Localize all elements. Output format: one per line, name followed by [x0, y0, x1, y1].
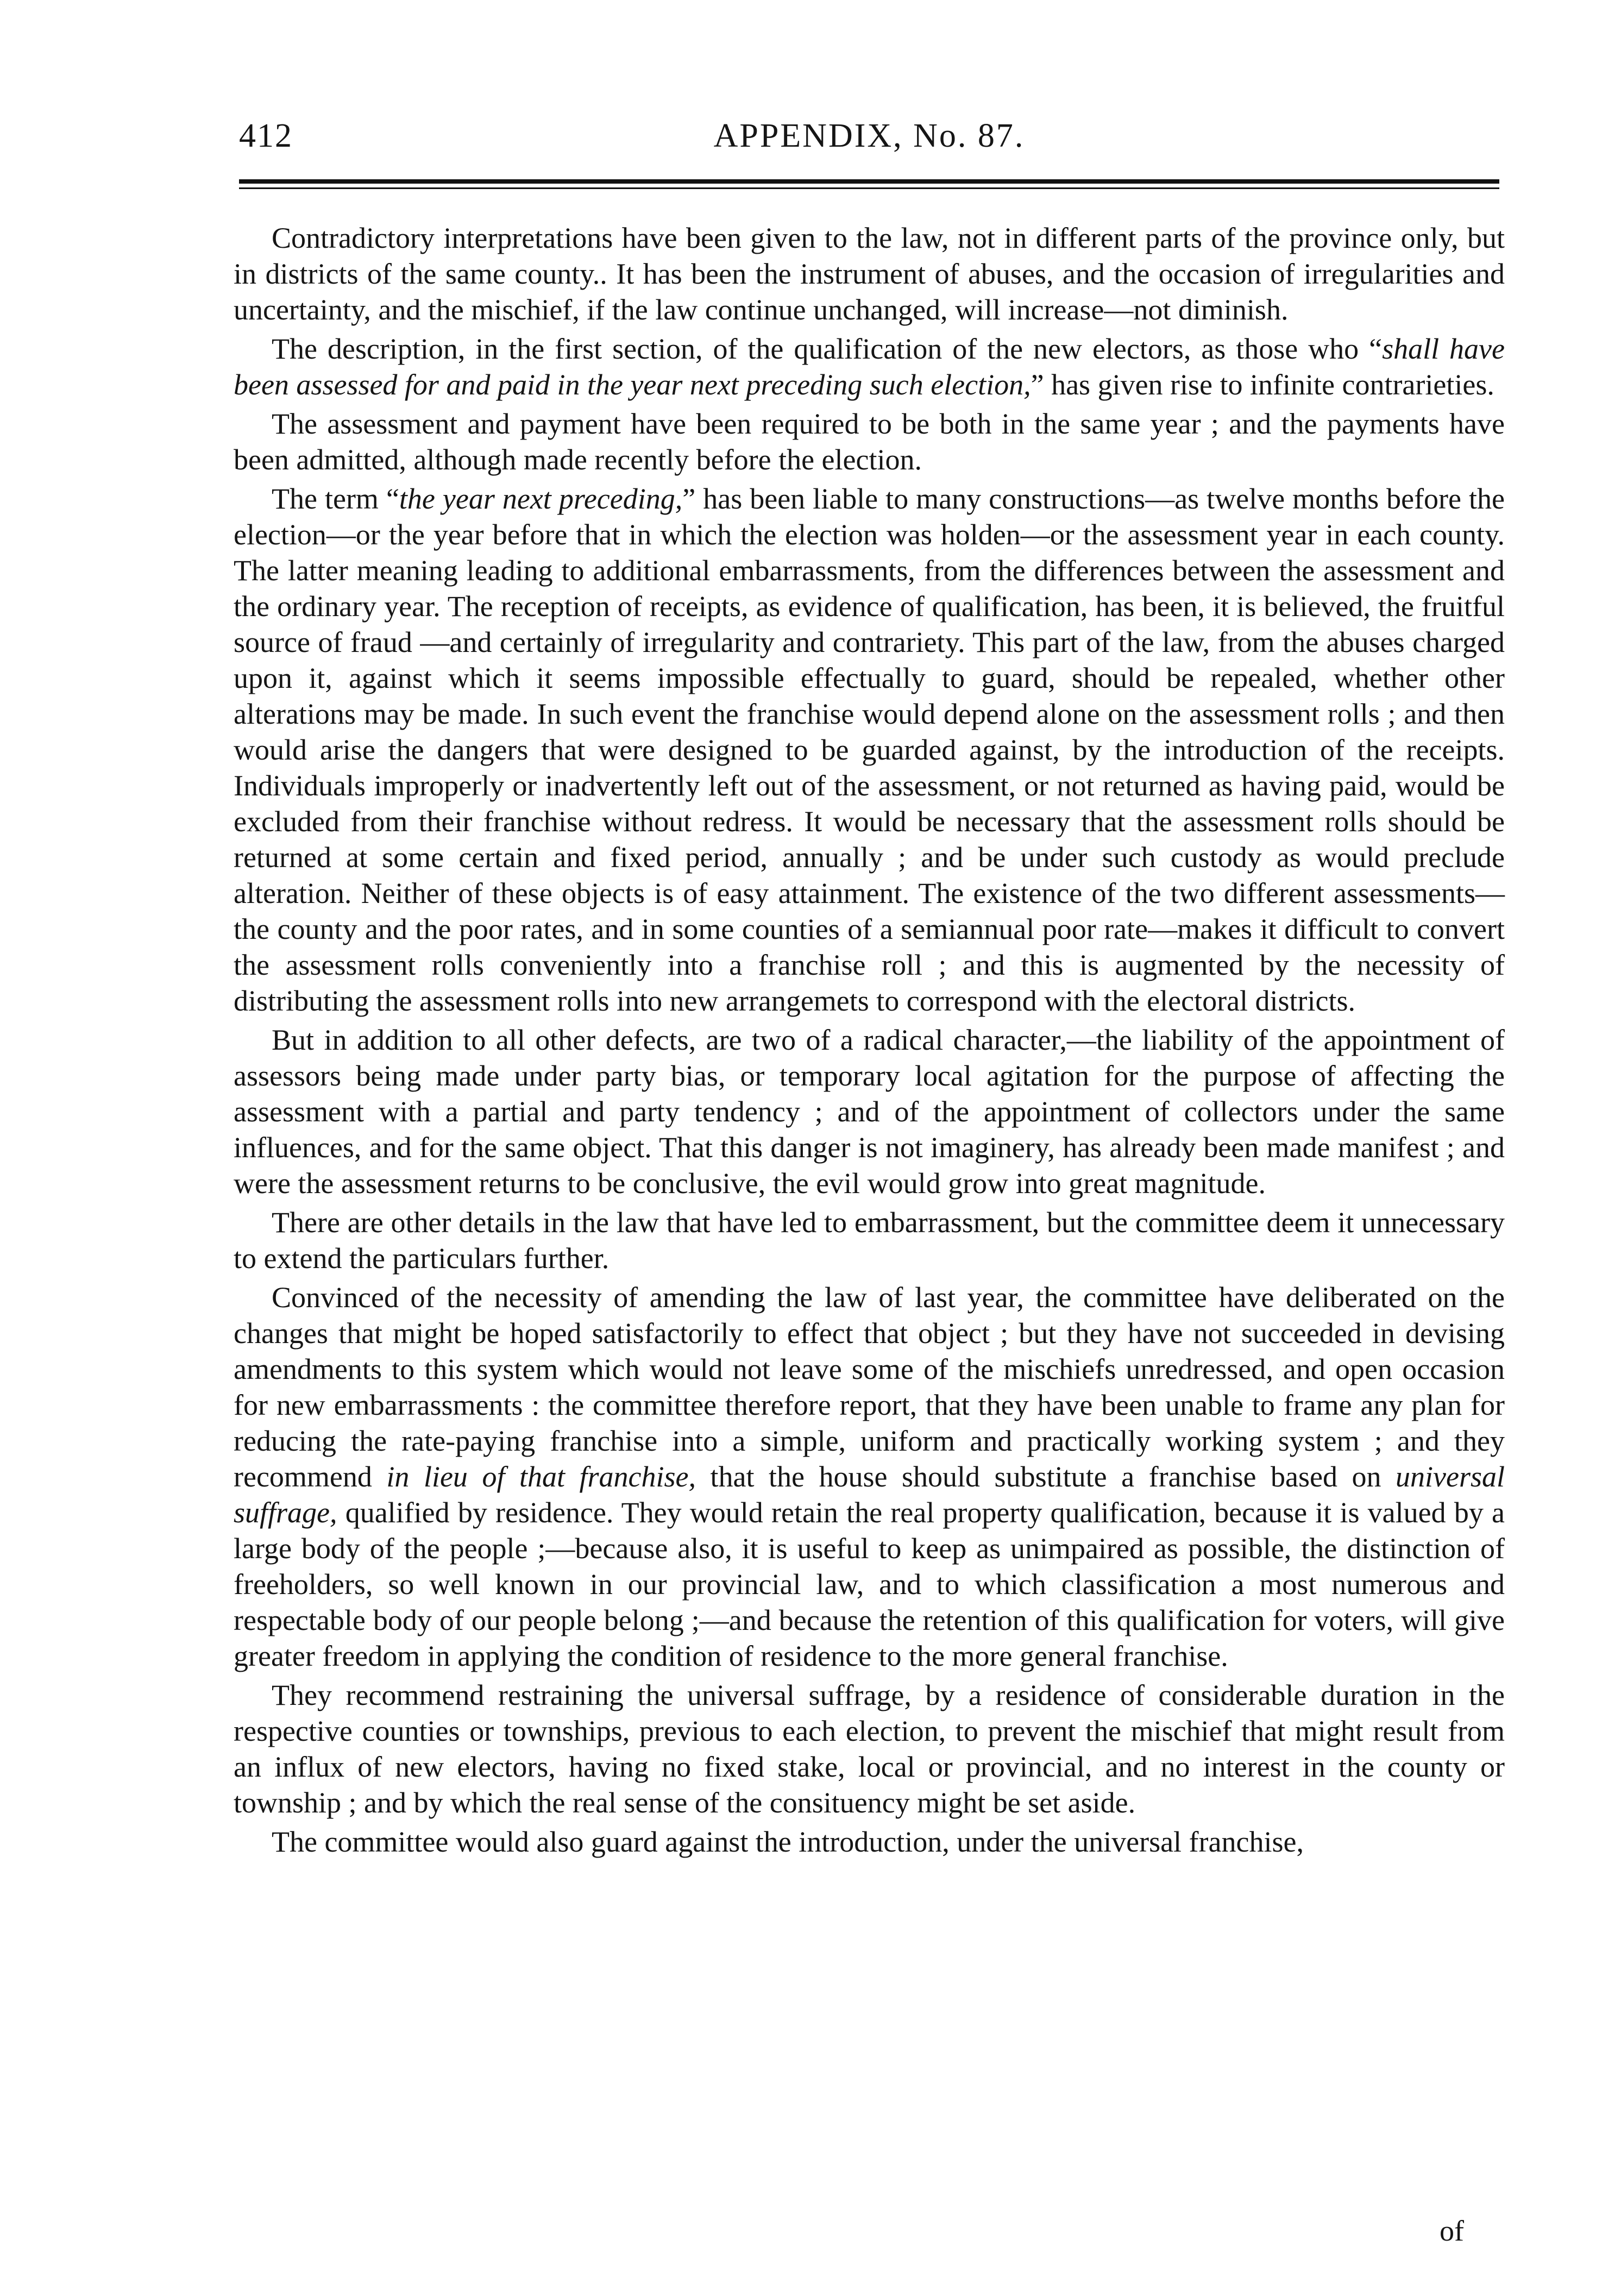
body-text [234, 220, 1505, 1863]
text-run: They recommend restraining the universal suffrage, by a residence of considerable duration in the respective counties or townships, previous to each election, to prevent the mischief that might result from an influx of new electors, having no fixed stake, local or provincial, and no interest in the county or township ; and by which the real sense of the consituency might be set aside. [234, 1679, 1505, 1819]
text-run: The description, in the first section, of the qualification of the new electors, as those who “ [272, 333, 1383, 365]
catchword: of [1440, 2215, 1464, 2247]
paragraph [234, 1022, 1505, 1201]
text-run: Convinced of the necessity of amending the law of last year, the committee have deliberated on the changes that might be hoped satisfactorily to effect that object ; but they have not succeeded in devising amendments to this system which would not leave some of the mischiefs unredressed, and open occasion for new embarrassments : the committee therefore report, that they have been unable to frame any plan for reducing the rate-paying franchise into a simple, uniform and practically working system ; and they recommend [234, 1281, 1505, 1493]
text-run: The term “ [272, 482, 399, 515]
text-run: The assessment and payment have been required to be both in the same year ; and the payments have been admitted, although made recently before the election. [234, 407, 1505, 476]
header-rule-thin [239, 187, 1499, 189]
header-rule [239, 179, 1499, 184]
page-header [239, 117, 1499, 166]
text-run: that the house should substitute a franchise based on [695, 1460, 1396, 1493]
text-run: The committee would also guard against the introduction, under the universal franchise, [272, 1825, 1304, 1858]
paragraph [234, 1279, 1505, 1674]
italic-phrase: shall have been assessed for and paid in the year next preceding such election, [234, 333, 1505, 401]
paragraph [234, 1205, 1505, 1276]
text-run: ” has been liable to many constructions—as twelve months before the election—or the year before that in which the election was holden—or the assessment year in each county. The latter meaning leading to additional embarrassments, from the differences between the assessment and the ordinary year. The reception of receipts, as evidence of qualification, has been, it is believed, the fruitful source of fraud —and certainly of irregularity and contrariety. This part of the law, from the abuses charged upon it, against which it seems impossible effectually to guard, should be repealed, whether other alterations may be made. In such event the franchise would depend alone on the assessment rolls ; and then would arise the dangers that were designed to be guarded against, by the introduction of the receipts. Individuals improperly or inadvertently left out of the assessment, or not returned as having paid, would be excluded from their franchise without redress. It would be necessary that the assessment rolls should be returned at some certain and fixed period, annually ; and be under such custody as would preclude alteration. Neither of these objects is of easy attainment. The existence of the two different assessments—the county and the poor rates, and in some counties of a semiannual poor rate—makes it difficult to convert the assessment rolls conveniently into a franchise roll ; and this is augmented by the necessity of distributing the assessment rolls into new arrangemets to correspond with the electoral districts. [234, 482, 1505, 1017]
running-head: APPENDIX, No. 87. [713, 117, 1025, 154]
paragraph [234, 331, 1505, 403]
paragraph [234, 406, 1505, 478]
paragraph [234, 1824, 1505, 1860]
text-run: But in addition to all other defects, are two of a radical character,—the liability of the appointment of assessors being made under party bias, or temporary local agitation for the purpose of affecting the assessment with a partial and party tendency ; and of the appointment of collectors under the same influences, and for the same object. That this danger is not imaginery, has already been made manifest ; and were the assessment returns to be conclusive, the evil would grow into great magnitude. [234, 1024, 1505, 1200]
text-run: ” has given rise to infinite contrarieties. [1031, 368, 1494, 401]
italic-phrase: in lieu of that franchise, [386, 1460, 696, 1493]
text-run: There are other details in the law that have led to embarrassment, but the committee deem it unnecessary to extend the particulars further. [234, 1206, 1505, 1275]
paragraph [234, 481, 1505, 1019]
text-run: Contradictory interpretations have been given to the law, not in different parts of the province only, but in districts of the same county.. It has been the instrument of abuses, and the occasion of irregularities and uncertainty, and the mischief, if the law continue unchanged, will increase—not diminish. [234, 222, 1505, 326]
paragraph [234, 1677, 1505, 1821]
paragraph [234, 220, 1505, 328]
italic-phrase: universal suffrage, [234, 1460, 1505, 1529]
italic-phrase: the year next preceding, [399, 482, 683, 515]
text-run: qualified by residence. They would retain the real property qualification, because it is valued by a large body of the people ;—because also, it is useful to keep as unimpaired as possible, the distinction of freeholders, so well known in our provincial law, and to which classification a most numerous and respectable body of our people belong ;—and because the retention of this qualification for voters, will give greater freedom in applying the condition of residence to the more general franchise. [234, 1496, 1505, 1672]
page-number: 412 [239, 117, 293, 154]
